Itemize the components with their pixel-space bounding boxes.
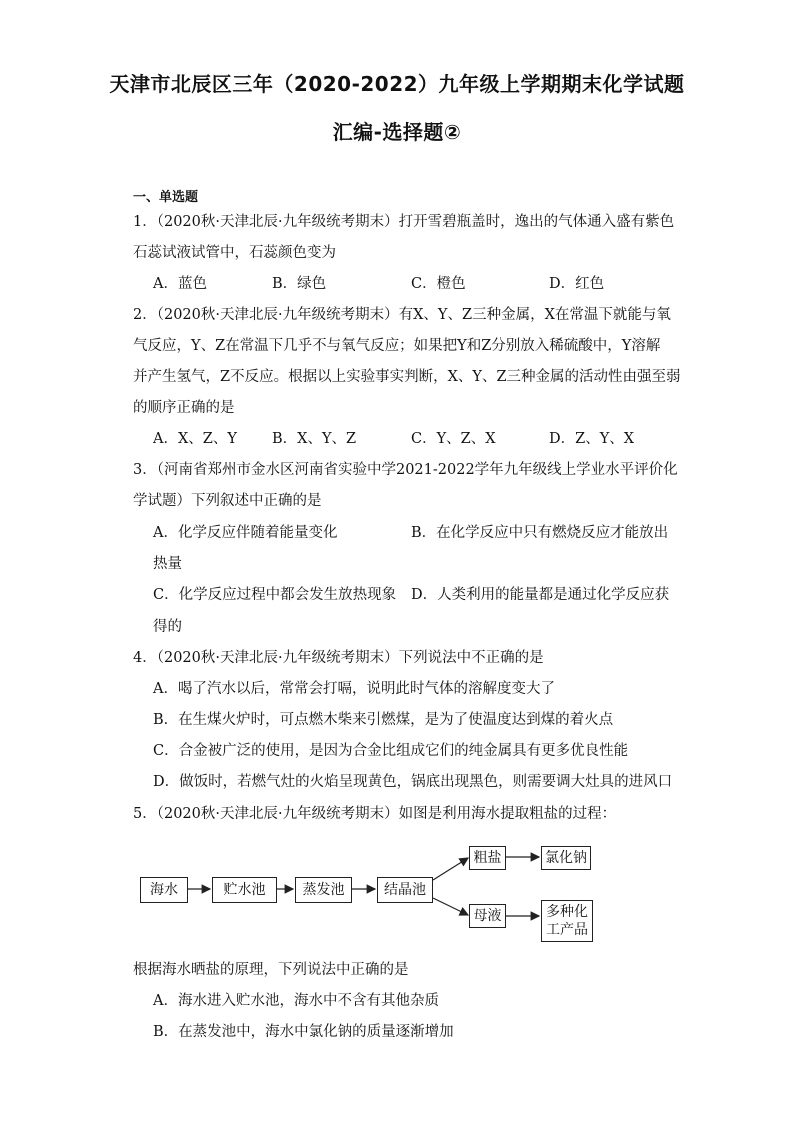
q1-stem-line2: 石蕊试液试管中，石蕊颜色变为	[133, 245, 336, 261]
box-sodium-chloride: 氯化钠	[541, 846, 591, 870]
box-mother-liquor: 母液	[469, 904, 506, 928]
arrow-crystallization-to-crude-salt	[433, 858, 468, 880]
arrow-crystallization-to-mother-liquor	[433, 898, 468, 915]
box-crude-salt: 粗盐	[469, 846, 506, 870]
q2-stem-line4: 的顺序正确的是	[133, 400, 235, 416]
q4-option-d: D．做饭时，若燃气灶的火焰呈现黄色，锅底出现黑色，则需要调大灶具的进风口	[153, 774, 673, 790]
q3-option-d-line2: 得的	[153, 619, 182, 635]
q2-option-d: D．Z、Y、X	[549, 431, 635, 447]
q5-stem-line2: 根据海水晒盐的原理，下列说法中正确的是	[133, 962, 409, 978]
q4-option-a: A．喝了汽水以后，常常会打嗝，说明此时气体的溶解度变大了	[153, 681, 555, 697]
q2-option-b: B．X、Y、Z	[272, 431, 357, 447]
q3-stem-line2: 学试题）下列叙述中正确的是	[133, 493, 322, 509]
q1-option-b: B．绿色	[272, 276, 327, 292]
q3-option-c: C．化学反应过程中都会发生放热现象	[153, 587, 397, 603]
box-evaporation-pool: 蒸发池	[295, 877, 352, 903]
q3-option-d-line1: D．人类利用的能量都是通过化学反应获	[411, 587, 670, 603]
q4-option-b: B．在生煤火炉时，可点燃木柴来引燃煤，是为了使温度达到煤的着火点	[153, 712, 614, 728]
q3-option-b-line2: 热量	[153, 556, 182, 572]
box-seawater: 海水	[140, 877, 188, 903]
box-chemical-products	[541, 900, 593, 942]
q2-option-a: A．X、Z、Y	[153, 431, 237, 447]
q5-option-b: B．在蒸发池中，海水中氯化钠的质量逐渐增加	[153, 1024, 454, 1040]
q1-option-c: C．橙色	[411, 276, 466, 292]
q1-stem-line1: 1．（2020秋·天津北辰·九年级统考期末）打开雪碧瓶盖时，逸出的气体通入盛有紫色	[133, 214, 675, 230]
q4-option-c: C．合金被广泛的使用，是因为合金比组成它们的纯金属具有更多优良性能	[153, 743, 629, 759]
q5-stem-line1: 5．（2020秋·天津北辰·九年级统考期末）如图是利用海水提取粗盐的过程：	[133, 806, 617, 822]
q3-stem-line1: 3．（河南省郑州市金水区河南省实验中学2021-2022学年九年级线上学业水平评价化	[133, 462, 678, 478]
chemical-products-line2: 工产品	[546, 922, 588, 938]
q2-option-c: C．Y、Z、X	[411, 431, 496, 447]
q2-stem-line1: 2．（2020秋·天津北辰·九年级统考期末）有X、Y、Z三种金属，X在常温下就能与氧	[133, 307, 671, 323]
q1-option-d: D．红色	[549, 276, 605, 292]
q3-option-b-line1: B．在化学反应中只有燃烧反应才能放出	[411, 525, 669, 541]
q4-stem: 4．（2020秋·天津北辰·九年级统考期末）下列说法中不正确的是	[133, 650, 544, 666]
document-title-line1: 天津市北辰区三年（2020-2022）九年级上学期期末化学试题	[109, 72, 685, 96]
section-heading: 一、单选题	[133, 190, 199, 205]
q2-stem-line2: 气反应，Y、Z在常温下几乎不与氧气反应；如果把Y和Z分别放入稀硫酸中，Y溶解	[133, 338, 661, 354]
q2-stem-line3: 并产生氢气，Z不反应。根据以上实验事实判断，X、Y、Z三种金属的活动性由强至弱	[133, 369, 681, 385]
box-crystallization-pool: 结晶池	[377, 877, 433, 903]
box-storage-pool: 贮水池	[212, 877, 277, 903]
document-title-line2: 汇编-选择题②	[332, 120, 462, 144]
q1-option-a: A．蓝色	[153, 276, 207, 292]
q5-option-a: A．海水进入贮水池，海水中不含有其他杂质	[153, 993, 439, 1009]
q3-option-a: A．化学反应伴随着能量变化	[153, 525, 338, 541]
chemical-products-line1: 多种化	[546, 904, 588, 920]
